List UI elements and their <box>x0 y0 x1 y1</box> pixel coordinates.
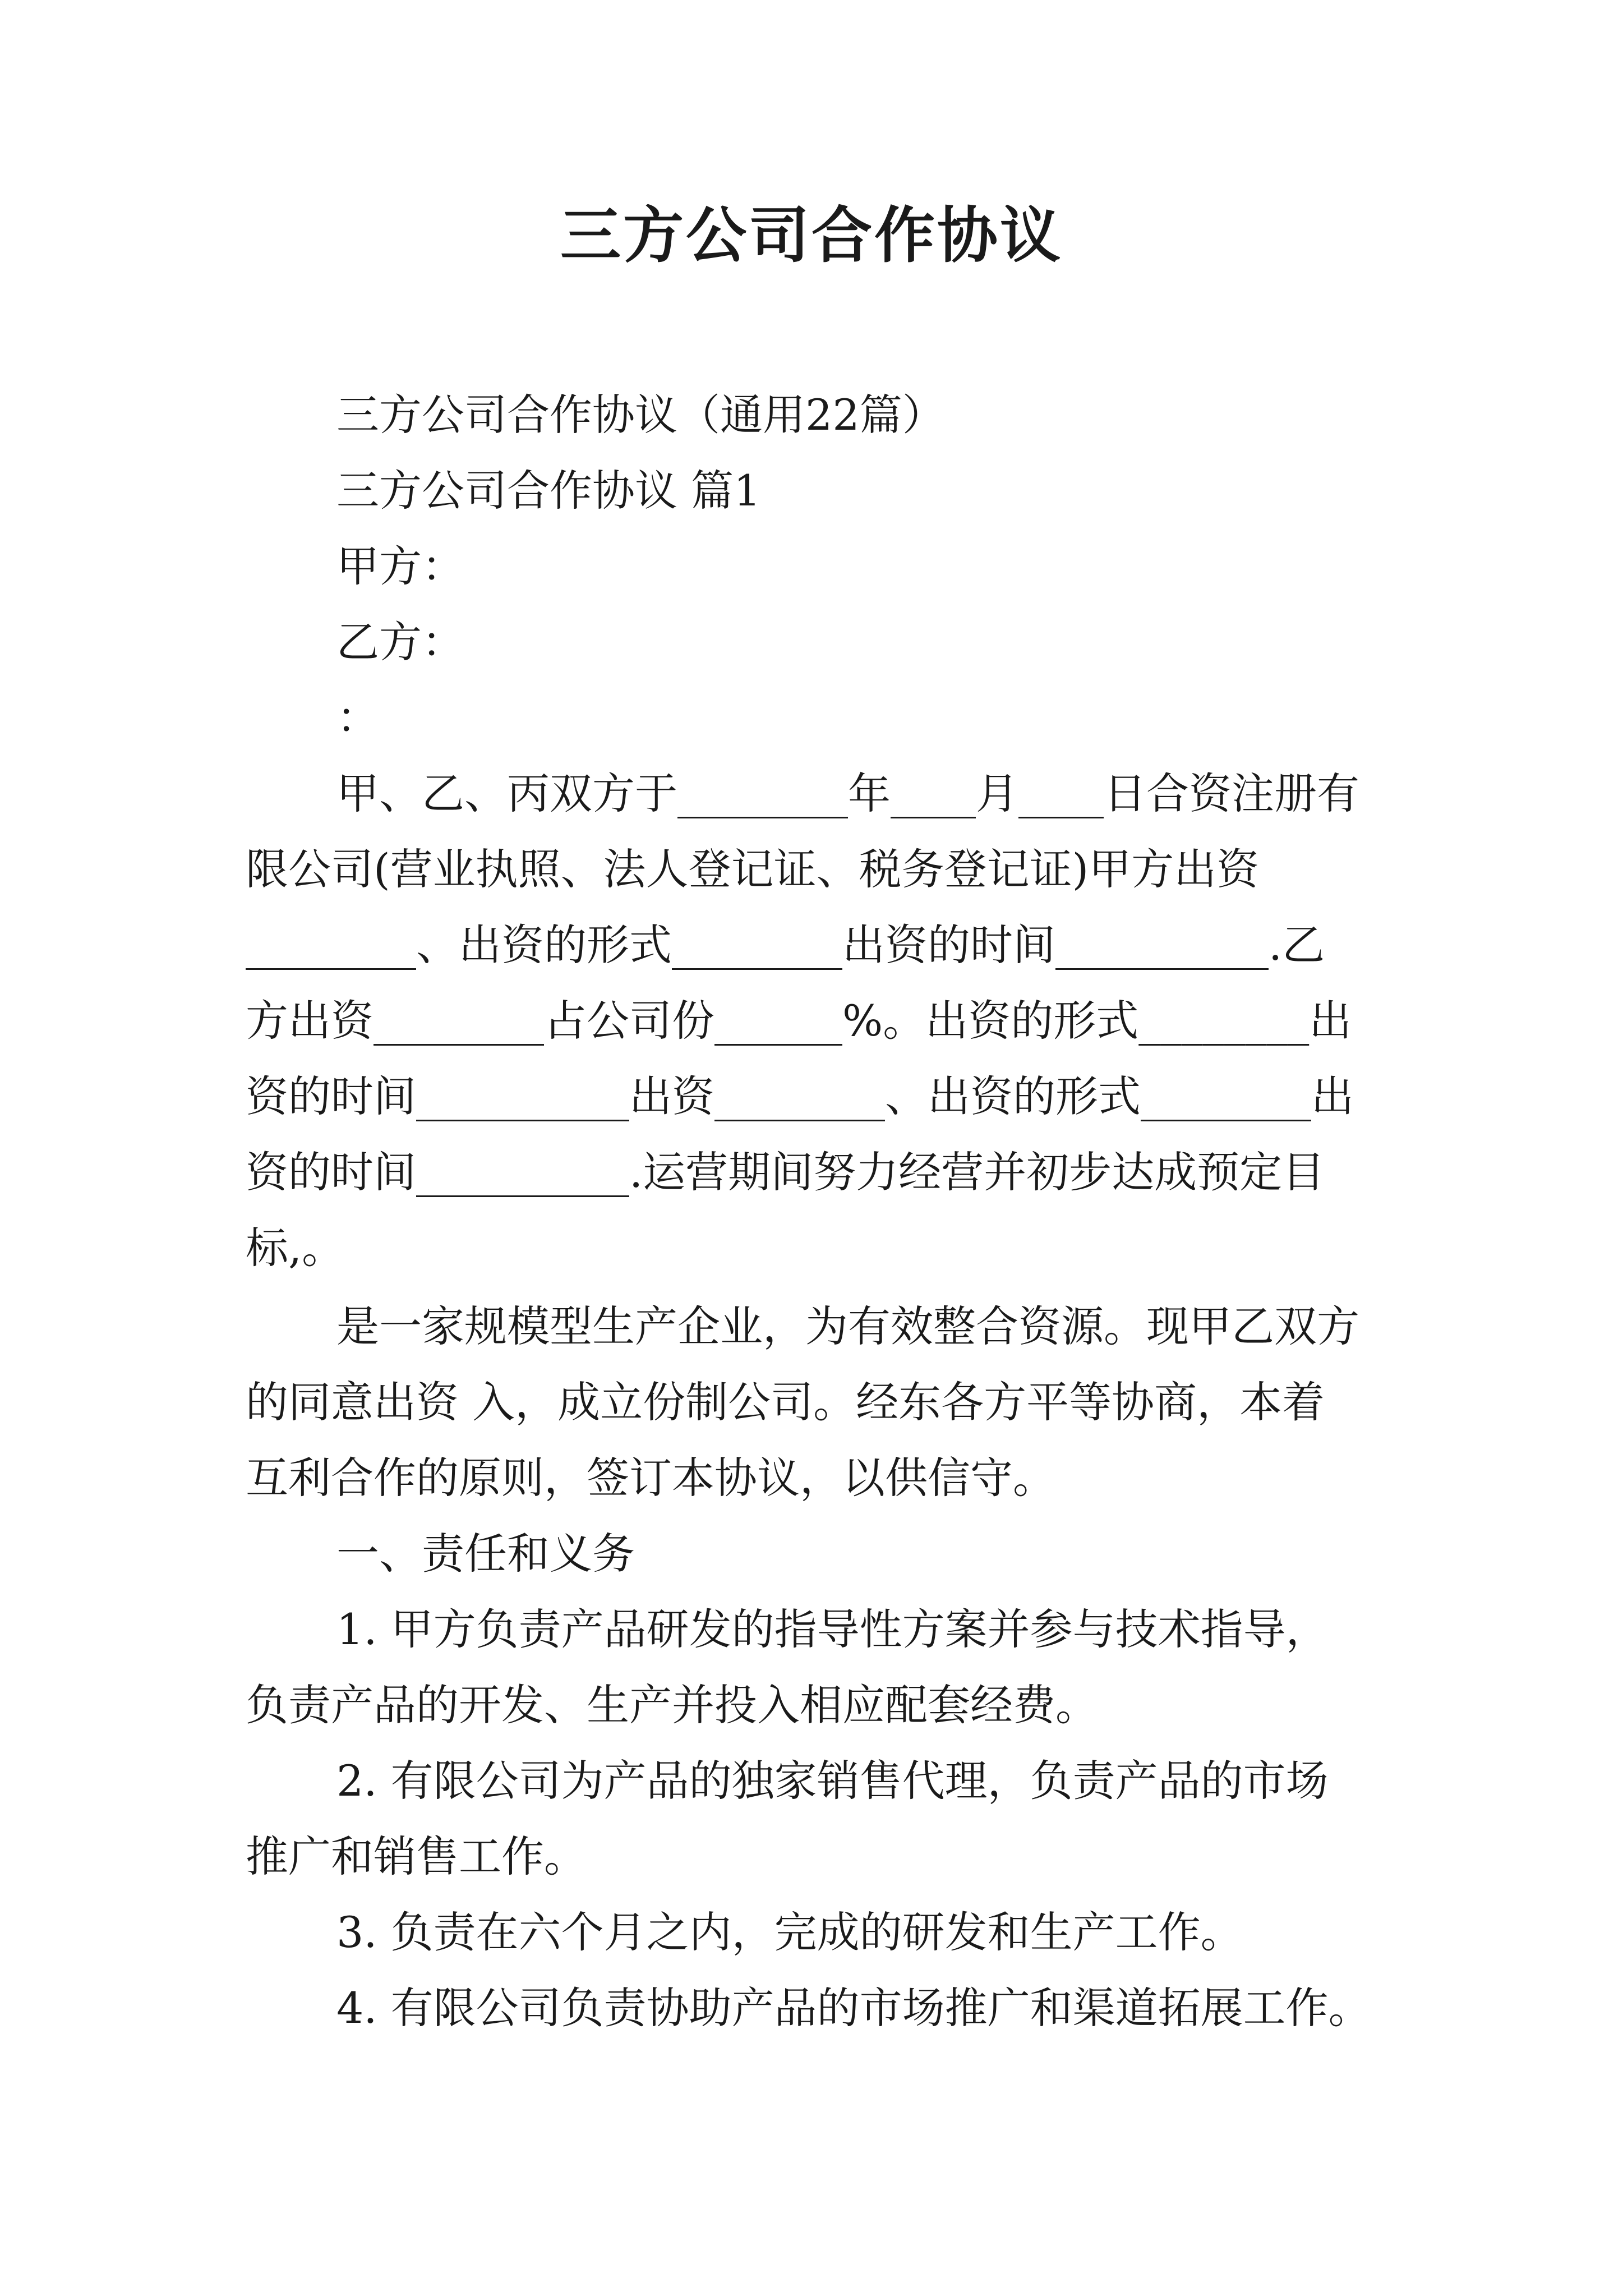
clause-item: 推广和销售工作。 <box>246 1832 587 1881</box>
clause-item: 4. 有限公司负责协助产品的市场推广和渠道拓展工作。 <box>336 1983 1371 2033</box>
paragraph-line: 互利合作的原则，签订本协议，以供信守。 <box>246 1453 1055 1503</box>
clause-item: 3. 负责在六个月之内，完成的研发和生产工作。 <box>336 1907 1243 1957</box>
clause-item: 2. 有限公司为产品的独家销售代理，负责产品的市场 <box>336 1756 1329 1806</box>
paragraph-line: 方出资________占公司份______%。出资的形式________出 <box>246 996 1352 1046</box>
paragraph-line: 限公司(营业执照、法人登记证、税务登记证)甲方出资 <box>246 844 1260 894</box>
clause-item: 负责产品的开发、生产并投入相应配套经费。 <box>246 1680 1098 1730</box>
paragraph-line: 是一家规模型生产企业，为有效整合资源。现甲乙双方 <box>336 1301 1359 1351</box>
party-c-label: ： <box>336 693 379 743</box>
subtitle-line: 三方公司合作协议（通用22篇） <box>336 390 945 440</box>
party-a-label: 甲方： <box>336 541 464 591</box>
clause-item: 1. 甲方负责产品研发的指导性方案并参与技术指导， <box>336 1604 1329 1654</box>
document-title: 三方公司合作协议 <box>560 200 1063 271</box>
paragraph-line: 标,。 <box>246 1223 345 1273</box>
section-heading: 三方公司合作协议 篇1 <box>336 466 761 516</box>
paragraph-line: 资的时间__________出资________、出资的形式________出 <box>246 1071 1354 1121</box>
paragraph-line: ________、出资的形式________出资的时间__________.乙 <box>246 920 1325 970</box>
paragraph-line: 资的时间__________.运营期间努力经营并初步达成预定目 <box>246 1147 1325 1197</box>
party-b-label: 乙方： <box>336 617 464 667</box>
paragraph-line: 甲、乙、丙双方于________年____月____日合资注册有 <box>336 769 1359 818</box>
clause-heading: 一、责任和义务 <box>336 1529 635 1579</box>
paragraph-line: 的同意出资 入，成立份制公司。经东各方平等协商，本着 <box>246 1377 1325 1427</box>
